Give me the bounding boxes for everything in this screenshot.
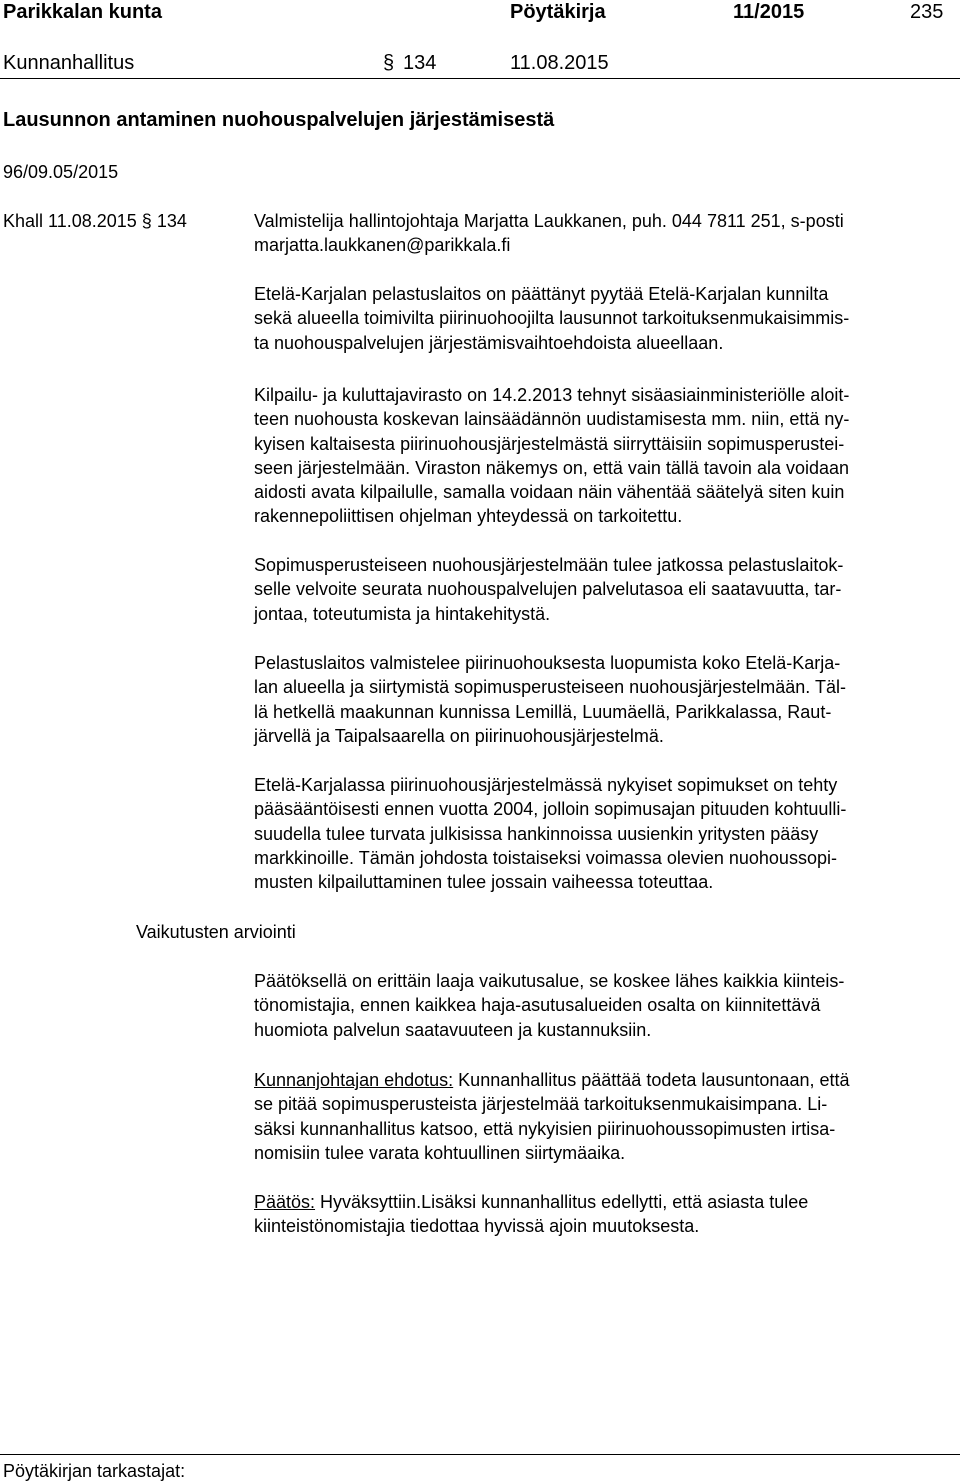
text-line bbox=[254, 1190, 954, 1214]
page-title: Lausunnon antaminen nuohouspalvelujen järjestämisestä bbox=[3, 109, 555, 131]
text-line: se pitää sopimusperusteista järjestelmää tarkoituksenmukaisimpana. Li- bbox=[254, 1094, 828, 1115]
section-marker: § bbox=[141, 211, 152, 231]
text-line: teen nuohousta koskevan lainsäädännön uudistamisesta mm. niin, että ny- bbox=[254, 409, 850, 430]
paragraph-4 bbox=[254, 651, 954, 748]
text-line: kiinteistönomistajia tiedottaa hyvissä ajoin muutoksesta. bbox=[254, 1216, 700, 1237]
issue-number: 11/2015 bbox=[733, 1, 805, 23]
khall-label bbox=[3, 209, 187, 233]
text-line: markkinoille. Tämän johdosta toistaiseksi voimassa olevien nuohoussopi- bbox=[254, 847, 837, 868]
mayor-proposal bbox=[254, 1068, 954, 1165]
proposal-label: Kunnanjohtajan ehdotus: bbox=[254, 1070, 454, 1090]
document-type: Pöytäkirja bbox=[510, 1, 606, 23]
meeting-date: 11.08.2015 bbox=[510, 52, 609, 74]
text-line: Kilpailu- ja kuluttajavirasto on 14.2.2013 tehnyt sisäasiainministeriölle aloit- bbox=[254, 385, 850, 405]
decision bbox=[254, 1190, 954, 1239]
text-line: kyisen kaltaisesta piirinuohousjärjestelmästä siirryttäisiin sopimusperustei- bbox=[254, 433, 845, 454]
meeting-body: Kunnanhallitus bbox=[3, 52, 135, 74]
paragraph-3 bbox=[254, 553, 954, 626]
paragraph-1 bbox=[254, 282, 954, 355]
text-line: tönomistajia, ennen kaikkea haja-asutusalueiden osalta on kiinnitettävä bbox=[254, 995, 821, 1016]
text-line: lan alueella ja siirtymistä sopimusperusteiseen nuohousjärjestelmään. Täl- bbox=[254, 677, 846, 698]
meeting-section: 134 bbox=[403, 52, 437, 74]
preparer-email: marjatta.laukkanen@parikkala.fi bbox=[254, 235, 511, 256]
text-line: pääsääntöisesti ennen vuotta 2004, jolloin sopimusajan pituuden kohtuulli- bbox=[254, 799, 847, 820]
decision-label: Päätös: bbox=[254, 1192, 316, 1212]
text-line: lä hetkellä maakunnan kunnissa Lemillä, Luumäellä, Parikkalassa, Raut- bbox=[254, 701, 832, 722]
footer-inspectors-label: Pöytäkirjan tarkastajat: bbox=[3, 1461, 186, 1481]
footer-rule bbox=[0, 1454, 960, 1455]
header-rule bbox=[0, 78, 960, 79]
text-line: musten kilpailuttaminen tulee jossain vaiheessa toteuttaa. bbox=[254, 872, 714, 893]
khall-section: 134 bbox=[156, 211, 187, 231]
municipality-name: Parikkalan kunta bbox=[3, 1, 162, 23]
text-line: Sopimusperusteiseen nuohousjärjestelmään tulee jatkossa pelastuslaitok- bbox=[254, 555, 844, 575]
paragraph-6 bbox=[254, 969, 954, 1042]
text-line: säksi kunnanhallitus katsoo, että nykyisien piirinuohoussopimusten irtisa- bbox=[254, 1118, 836, 1139]
text-line: järvellä ja Taipalsaarella on piirinuohousjärjestelmä. bbox=[254, 725, 664, 746]
text-line: Päätöksellä on erittäin laaja vaikutusalue, se koskee lähes kaikkia kiinteis- bbox=[254, 971, 845, 991]
decision-text: Hyväksyttiin.Lisäksi kunnanhallitus edellytti, että asiasta tulee bbox=[315, 1192, 809, 1212]
text-line: aidosti avata kilpailulle, samalla voidaan näin vähentää säätelyä siten kuin bbox=[254, 482, 845, 503]
impact-assessment-label: Vaikutusten arviointi bbox=[136, 922, 296, 942]
text-line: Pelastuslaitos valmistelee piirinuohouksesta luopumista koko Etelä-Karja- bbox=[254, 653, 841, 673]
text-line: nomisiin tulee varata kohtuullinen siirtymäaika. bbox=[254, 1142, 626, 1163]
paragraph-5 bbox=[254, 773, 954, 894]
text-line: Etelä-Karjalan pelastuslaitos on päättänyt pyytää Etelä-Karjalan kunnilta bbox=[254, 284, 829, 304]
text-line bbox=[254, 1068, 954, 1092]
paragraph-2 bbox=[254, 383, 954, 529]
text-line: seen järjestelmään. Viraston näkemys on, että vain tällä tavoin ala voidaan bbox=[254, 457, 850, 478]
text-line: jontaa, toteutumista ja hintakehitystä. bbox=[254, 603, 551, 624]
text-line: suudella tulee turvata julkisissa hankinnoissa uusienkin yritysten pääsy bbox=[254, 823, 819, 844]
text-line: Etelä-Karjalassa piirinuohousjärjestelmässä nykyiset sopimukset on tehty bbox=[254, 775, 838, 795]
text-line: sekä alueella toimivilta piirinuohoojilta lausunnot tarkoituksenmukaisimmis- bbox=[254, 308, 850, 329]
khall-date-text: Khall 11.08.2015 bbox=[3, 211, 137, 231]
section-marker: § bbox=[383, 52, 395, 74]
text-line: huomiota palvelun saatavuuteen ja kustannuksiin. bbox=[254, 1019, 652, 1040]
preparer-line: Valmistelija hallintojohtaja Marjatta Laukkanen, puh. 044 7811 251, s-posti bbox=[254, 211, 844, 231]
proposal-text: Kunnanhallitus päättää todeta lausuntonaan, että bbox=[453, 1070, 850, 1090]
text-line: ta nuohouspalvelujen järjestämisvaihtoehdoista alueellaan. bbox=[254, 332, 724, 353]
text-line: selle velvoite seurata nuohouspalvelujen palvelutasoa eli saatavuutta, tar- bbox=[254, 579, 842, 600]
reference-number: 96/09.05/2015 bbox=[3, 162, 119, 182]
preparer-block bbox=[254, 209, 954, 258]
page-number: 235 bbox=[910, 1, 944, 23]
text-line: rakennepoliittisen ohjelman yhteydessä on tarkoitettu. bbox=[254, 506, 683, 527]
